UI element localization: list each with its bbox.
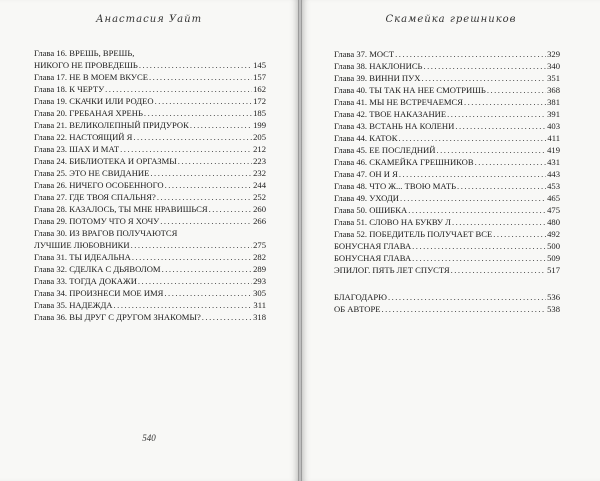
toc-entry-title: Глава 20. ГРЕБАНАЯ ХРЕНЬ <box>34 108 143 118</box>
dot-leader <box>457 180 546 192</box>
dot-leader <box>178 155 252 167</box>
toc-entry-page: 403 <box>547 121 560 131</box>
toc-entry-page: 536 <box>547 292 560 302</box>
toc-entry-page: 509 <box>547 253 560 263</box>
toc-entry-title: ЭПИЛОГ. ПЯТЬ ЛЕТ СПУСТЯ <box>334 265 450 275</box>
table-of-contents-right <box>334 48 560 315</box>
dot-leader <box>400 192 546 204</box>
dot-leader <box>412 240 546 252</box>
toc-entry <box>34 251 266 263</box>
toc-entry-title: Глава 27. ГДЕ ТВОЯ СПАЛЬНЯ? <box>34 192 156 202</box>
toc-entry-page: 492 <box>547 229 560 239</box>
dot-leader <box>412 252 546 264</box>
toc-entry-page: 475 <box>547 205 560 215</box>
toc-entry-page: 212 <box>253 144 266 154</box>
toc-entry-title: Глава 35. НАДЕЖДА <box>34 300 113 310</box>
toc-entry-page: 500 <box>547 241 560 251</box>
toc-entry <box>334 144 560 156</box>
left-page <box>0 0 298 481</box>
toc-entry-title: Глава 21. ВЕЛИКОЛЕПНЫЙ ПРИДУРОК <box>34 120 189 130</box>
toc-entry-page: 275 <box>253 240 266 250</box>
toc-entry-title: Глава 30. ИЗ ВРАГОВ ПОЛУЧАЮТСЯ <box>34 228 178 238</box>
toc-entry-title: Глава 34. ПРОИЗНЕСИ МОЕ ИМЯ <box>34 288 164 298</box>
toc-entry-title: БОНУСНАЯ ГЛАВА <box>334 241 412 251</box>
dot-leader <box>455 120 546 132</box>
toc-entry <box>334 48 560 60</box>
toc-entry-page: 351 <box>547 73 560 83</box>
dot-leader <box>388 291 546 303</box>
dot-leader <box>451 264 547 276</box>
toc-entry-page: 538 <box>547 304 560 314</box>
toc-entry-page: 260 <box>253 204 266 214</box>
page-number: 540 <box>142 433 156 443</box>
toc-entry-page: 293 <box>253 276 266 286</box>
toc-entry-page: 391 <box>547 109 560 119</box>
toc-entry-title: БОНУСНАЯ ГЛАВА <box>334 253 412 263</box>
dot-leader <box>131 239 253 251</box>
toc-entry-title: Глава 51. СЛОВО НА БУКВУ Л <box>334 217 451 227</box>
toc-entry <box>34 95 266 107</box>
toc-entry-title: Глава 17. НЕ В МОЕМ ВКУСЕ <box>34 72 148 82</box>
toc-entry <box>34 83 266 95</box>
toc-entry-page: 157 <box>253 72 266 82</box>
dot-leader <box>165 179 253 191</box>
dot-leader <box>162 263 253 275</box>
dot-leader <box>452 216 546 228</box>
dot-leader <box>493 228 546 240</box>
toc-entry-page: 340 <box>547 61 560 71</box>
toc-entry-title: Глава 29. ПОТОМУ ЧТО Я ХОЧУ <box>34 216 160 226</box>
toc-entry-title: Глава 38. НАКЛОНИСЬ <box>334 61 423 71</box>
toc-entry <box>34 191 266 203</box>
toc-entry-title: Глава 25. ЭТО НЕ СВИДАНИЕ <box>34 168 150 178</box>
toc-entry-title: Глава 32. СДЕЛКА С ДЬЯВОЛОМ <box>34 264 161 274</box>
toc-entry <box>334 240 560 252</box>
toc-entry-page: 162 <box>253 84 266 94</box>
dot-leader <box>133 131 252 143</box>
toc-entry-page: 205 <box>253 132 266 142</box>
dot-leader <box>487 84 546 96</box>
toc-entry <box>334 192 560 204</box>
toc-entry-title: Глава 22. НАСТОЯЩИЙ Я <box>34 132 133 142</box>
toc-entry-page: 480 <box>547 217 560 227</box>
toc-entry <box>334 96 560 108</box>
toc-entry-title: Глава 23. ШАХ И МАТ <box>34 144 120 154</box>
toc-entry <box>34 179 266 191</box>
toc-entry <box>334 132 560 144</box>
toc-entry-title: Глава 52. ПОБЕДИТЕЛЬ ПОЛУЧАЕТ ВСЕ <box>334 229 493 239</box>
dot-leader <box>408 204 546 216</box>
dot-leader <box>395 48 546 60</box>
toc-entry <box>34 71 266 83</box>
toc-entry <box>334 168 560 180</box>
toc-entry <box>334 72 560 84</box>
dot-leader <box>132 251 252 263</box>
toc-entry-title: Глава 43. ВСТАНЬ НА КОЛЕНИ <box>334 121 455 131</box>
toc-entry <box>334 120 560 132</box>
toc-entry <box>334 291 560 303</box>
dot-leader <box>209 203 253 215</box>
toc-entry <box>34 227 266 251</box>
toc-entry-title: Глава 19. СКАЧКИ ИЛИ РОДЕО <box>34 96 154 106</box>
toc-entry-title: Глава 24. БИБЛИОТЕКА И ОРГАЗМЫ <box>34 156 177 166</box>
table-of-contents-left <box>34 47 266 323</box>
toc-entry-page: 465 <box>547 193 560 203</box>
toc-entry <box>334 180 560 192</box>
toc-entry-title: Глава 41. МЫ НЕ ВСТРЕЧАЕМСЯ <box>334 97 463 107</box>
toc-entry <box>334 84 560 96</box>
dot-leader <box>436 144 546 156</box>
toc-entry-title-continued: НИКОГО НЕ ПРОВЕДЕШЬ <box>34 60 138 70</box>
toc-entry-title: Глава 42. ТВОЕ НАКАЗАНИЕ <box>334 109 447 119</box>
dot-leader <box>464 96 546 108</box>
toc-entry-title: Глава 50. ОШИБКА <box>334 205 408 215</box>
toc-entry <box>334 303 560 315</box>
dot-leader <box>398 132 546 144</box>
toc-entry-title: Глава 45. ЕЕ ПОСЛЕДНИЙ <box>334 145 436 155</box>
dot-leader <box>150 167 252 179</box>
toc-entry-title: Глава 37. МОСТ <box>334 49 395 59</box>
toc-entry-page: 223 <box>253 156 266 166</box>
toc-entry-page: 381 <box>547 97 560 107</box>
dot-leader <box>138 275 252 287</box>
dot-leader <box>164 287 252 299</box>
toc-entry-title: Глава 39. ВИННИ ПУХ <box>334 73 421 83</box>
toc-entry <box>34 263 266 275</box>
toc-entry-page: 289 <box>253 264 266 274</box>
toc-entry <box>34 203 266 215</box>
toc-entry-page: 145 <box>253 60 266 70</box>
toc-entry-page: 453 <box>547 181 560 191</box>
toc-entry-title-continued: ЛУЧШИЕ ЛЮБОВНИКИ <box>34 240 130 250</box>
toc-entry <box>34 119 266 131</box>
toc-entry <box>334 156 560 168</box>
toc-entry <box>334 204 560 216</box>
toc-entry <box>34 287 266 299</box>
right-page <box>302 0 600 481</box>
toc-entry-page: 431 <box>547 157 560 167</box>
toc-entry-title: Глава 49. УХОДИ <box>334 193 399 203</box>
toc-entry-page: 266 <box>253 216 266 226</box>
dot-leader <box>399 168 546 180</box>
toc-entry-page: 185 <box>253 108 266 118</box>
toc-entry <box>334 228 560 240</box>
toc-entry <box>334 216 560 228</box>
toc-entry-title: БЛАГОДАРЮ <box>334 292 387 302</box>
toc-entry <box>34 143 266 155</box>
toc-entry-page: 252 <box>253 192 266 202</box>
toc-entry-page: 305 <box>253 288 266 298</box>
toc-entry-title: Глава 18. К ЧЕРТУ <box>34 84 105 94</box>
dot-leader <box>475 156 546 168</box>
toc-entry <box>34 299 266 311</box>
toc-entry-page: 311 <box>253 300 266 310</box>
toc-entry <box>34 131 266 143</box>
toc-entry-title: Глава 44. КАТОК <box>334 133 398 143</box>
toc-entry-page: 329 <box>547 49 560 59</box>
toc-entry-title: Глава 33. ТОГДА ДОКАЖИ <box>34 276 137 286</box>
toc-entry-title: Глава 31. ТЫ ИДЕАЛЬНА <box>34 252 131 262</box>
dot-leader <box>139 59 252 71</box>
dot-leader <box>155 95 252 107</box>
toc-entry <box>334 264 560 276</box>
dot-leader <box>120 143 252 155</box>
toc-entry-title: ОБ АВТОРЕ <box>334 304 381 314</box>
dot-leader <box>202 311 252 323</box>
toc-entry-page: 411 <box>547 133 560 143</box>
toc-entry-page: 172 <box>253 96 266 106</box>
toc-entry-page: 517 <box>547 265 560 275</box>
dot-leader <box>149 71 252 83</box>
dot-leader <box>423 60 546 72</box>
toc-entry-page: 368 <box>547 85 560 95</box>
toc-entry <box>34 215 266 227</box>
toc-entry-page: 318 <box>253 312 266 322</box>
toc-entry-title: Глава 28. КАЗАЛОСЬ, ТЫ МНЕ НРАВИШЬСЯ <box>34 204 208 214</box>
toc-entry <box>34 275 266 287</box>
dot-leader <box>160 215 252 227</box>
toc-entry <box>334 252 560 264</box>
dot-leader <box>421 72 546 84</box>
dot-leader <box>114 299 253 311</box>
toc-entry-page: 244 <box>253 180 266 190</box>
toc-entry-title: Глава 36. ВЫ ДРУГ С ДРУГОМ ЗНАКОМЫ? <box>34 312 201 322</box>
dot-leader <box>144 107 252 119</box>
toc-entry <box>34 47 266 71</box>
toc-entry <box>34 311 266 323</box>
dot-leader <box>447 108 546 120</box>
toc-entry <box>334 60 560 72</box>
dot-leader <box>105 83 252 95</box>
toc-entry <box>34 167 266 179</box>
toc-entry-title: Глава 16. ВРЕШЬ, ВРЕШЬ, <box>34 48 135 58</box>
dot-leader <box>157 191 252 203</box>
running-header-author: Анастасия Уайт <box>95 14 203 25</box>
toc-entry-page: 419 <box>547 145 560 155</box>
running-header-title: Скамейка грешников <box>385 14 517 25</box>
toc-entry <box>334 108 560 120</box>
toc-entry-page: 282 <box>253 252 266 262</box>
toc-entry-title: Глава 46. СКАМЕЙКА ГРЕШНИКОВ <box>334 157 474 167</box>
dot-leader <box>190 119 252 131</box>
toc-entry-title: Глава 40. ТЫ ТАК НА НЕЕ СМОТРИШЬ <box>334 85 486 95</box>
toc-entry <box>34 107 266 119</box>
toc-entry-title: Глава 47. ОН И Я <box>334 169 398 179</box>
toc-entry-page: 443 <box>547 169 560 179</box>
toc-entry-title: Глава 26. НИЧЕГО ОСОБЕННОГО <box>34 180 164 190</box>
dot-leader <box>382 303 547 315</box>
toc-entry-page: 232 <box>253 168 266 178</box>
toc-entry-page: 199 <box>253 120 266 130</box>
toc-entry-title: Глава 48. ЧТО Ж... ТВОЮ МАТЬ <box>334 181 457 191</box>
toc-entry <box>34 155 266 167</box>
